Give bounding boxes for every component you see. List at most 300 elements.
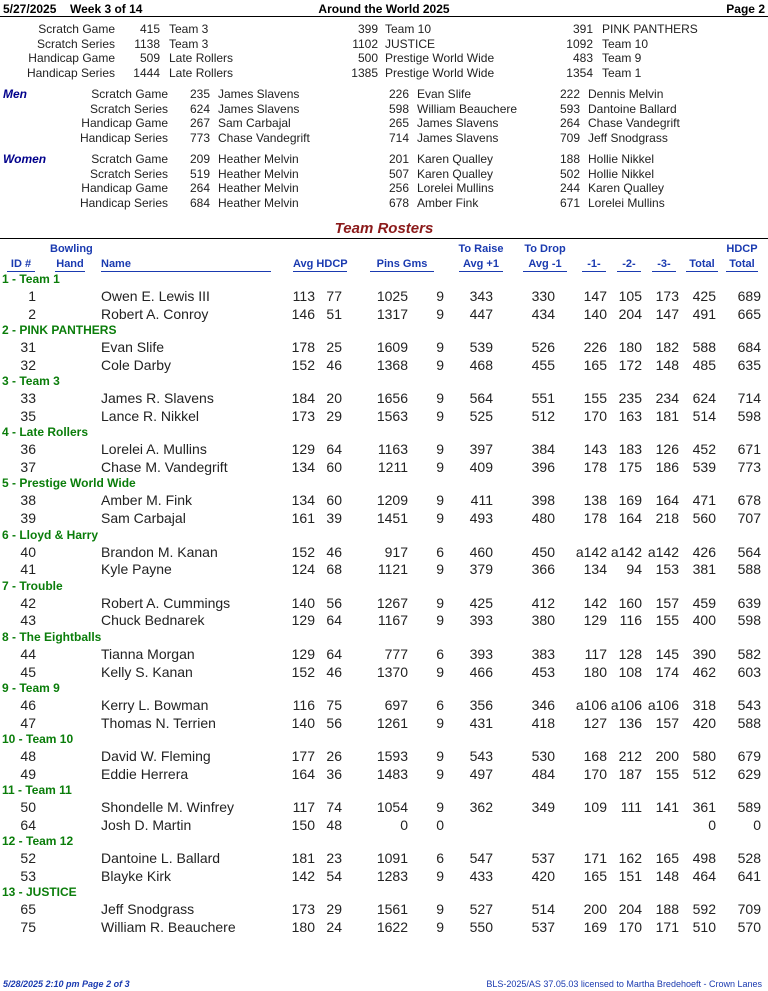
player-id: 36: [20, 441, 36, 458]
women-leader-second-name: Lorelei Mullins: [417, 181, 494, 196]
women-section-label: Women: [3, 152, 47, 166]
player-to-raise: 468: [469, 356, 493, 373]
player-to-drop: 453: [531, 663, 555, 680]
player-game2: 180: [618, 339, 642, 356]
player-to-drop: 396: [531, 459, 555, 476]
player-total: 514: [692, 408, 716, 424]
player-game3: 126: [655, 441, 679, 458]
player-pins: 1261: [376, 714, 408, 731]
player-average: 150: [291, 816, 315, 833]
player-name: Blayke Kirk: [101, 867, 172, 884]
player-handicap: 54: [326, 867, 342, 884]
men-leader-second-name: Evan Slife: [417, 87, 472, 101]
player-game1: 165: [583, 356, 607, 373]
player-average: 117: [292, 799, 315, 815]
player-game3: 153: [655, 561, 679, 578]
men-leader-third-name: Dennis Melvin: [588, 87, 664, 101]
player-hdcp-total: 684: [737, 339, 761, 356]
player-hdcp-total: 679: [737, 747, 761, 764]
player-game3: 186: [655, 459, 679, 476]
player-to-drop: 418: [531, 714, 555, 731]
player-game2: 187: [618, 765, 642, 782]
player-game3: 157: [655, 714, 679, 731]
player-game3: 155: [655, 765, 679, 782]
player-pins: 1163: [377, 441, 408, 458]
team-leader-first-name: Team 3: [169, 36, 209, 51]
player-to-drop: 480: [531, 510, 555, 527]
player-to-raise: 356: [469, 696, 493, 713]
player-game1: 170: [583, 765, 607, 782]
player-to-drop: 384: [531, 441, 555, 458]
player-total: 588: [692, 339, 716, 356]
team-leader-first-score: 415: [139, 22, 160, 36]
player-id: 49: [20, 765, 36, 782]
player-to-drop: 484: [531, 765, 555, 782]
player-id: 65: [20, 901, 36, 918]
player-handicap: 29: [326, 408, 342, 424]
player-pins: 1483: [376, 765, 408, 782]
player-handicap: 29: [326, 901, 342, 918]
player-games: 9: [436, 305, 444, 322]
player-pins: 1121: [377, 561, 408, 578]
player-to-raise: 447: [469, 305, 493, 322]
rosters-title: Team Rosters: [334, 220, 434, 237]
team-leader-category: Handicap Series: [26, 65, 115, 80]
player-id: 31: [20, 339, 36, 356]
player-game2: 94: [626, 561, 642, 578]
player-games: 9: [436, 288, 444, 304]
player-game1: 140: [583, 305, 607, 322]
player-id: 35: [20, 408, 36, 424]
player-name: Cole Darby: [101, 356, 172, 373]
player-handicap: 25: [326, 339, 342, 356]
col-game2: -2-: [617, 257, 641, 272]
women-leader-first-name: Heather Melvin: [218, 166, 299, 181]
player-game1: 200: [583, 901, 607, 918]
player-to-drop: 412: [531, 594, 555, 611]
men-leader-first-score: 773: [189, 130, 210, 145]
player-handicap: 48: [326, 816, 342, 833]
men-leader-first-name: James Slavens: [218, 87, 300, 101]
women-leader-second-name: Karen Qualley: [417, 166, 494, 181]
player-games: 9: [436, 901, 444, 918]
player-average: 134: [291, 459, 315, 476]
team-heading: 2 - PINK PANTHERS: [2, 323, 117, 338]
player-total: 390: [692, 645, 716, 662]
player-name: James R. Slavens: [101, 390, 214, 407]
player-handicap: 46: [326, 356, 342, 373]
player-total: 425: [692, 288, 716, 304]
player-hdcp-total: 598: [737, 612, 761, 629]
player-game1-absent: a142: [575, 543, 607, 560]
women-leader-category: Handicap Series: [79, 195, 168, 210]
player-game1: 168: [583, 747, 607, 764]
player-name: Sam Carbajal: [101, 510, 186, 527]
player-id: 42: [20, 594, 36, 611]
player-handicap: 20: [326, 390, 342, 407]
team-leader-category: Scratch Series: [36, 36, 115, 51]
player-average: 146: [291, 305, 315, 322]
player-to-drop: 514: [531, 901, 555, 918]
player-hdcp-total: 582: [737, 645, 761, 662]
men-section-label: Men: [3, 87, 27, 101]
player-hdcp-total: 564: [737, 543, 761, 560]
women-leader-first-name: Heather Melvin: [218, 195, 299, 210]
team-leader-third-score: 1092: [566, 36, 593, 51]
col-hdcp: HDCP: [726, 243, 758, 255]
player-hdcp-total: 543: [737, 696, 761, 713]
player-to-drop: 450: [531, 543, 555, 560]
player-hdcp-total: 665: [737, 305, 761, 322]
player-game2: 163: [618, 408, 642, 424]
player-game2: 136: [618, 714, 642, 731]
player-game3-absent: a142: [647, 543, 679, 560]
player-to-raise: 493: [469, 510, 493, 527]
player-game1: 117: [584, 645, 607, 662]
col-game1: -1-: [582, 257, 606, 272]
player-game3: 182: [655, 339, 679, 356]
team-heading: 4 - Late Rollers: [2, 425, 89, 440]
player-game1: 134: [583, 561, 607, 578]
player-average: 161: [291, 510, 315, 527]
col-hand: Hand: [56, 258, 84, 270]
player-games: 9: [436, 441, 444, 458]
player-game3: 173: [655, 288, 679, 304]
player-id: 1: [28, 288, 36, 304]
player-hdcp-total: 629: [737, 765, 761, 782]
women-leader-third-score: 188: [559, 152, 580, 166]
player-total: 318: [692, 696, 716, 713]
player-average: 140: [291, 714, 315, 731]
player-games: 9: [436, 356, 444, 373]
women-leader-first-score: 684: [189, 195, 210, 210]
player-game3: 157: [655, 594, 679, 611]
player-games: 6: [436, 850, 444, 867]
player-average: 184: [291, 390, 315, 407]
player-game3: 141: [655, 799, 679, 815]
player-pins: 1451: [376, 510, 408, 527]
men-leader-first-name: James Slavens: [218, 101, 300, 116]
player-to-drop: 398: [531, 492, 555, 509]
team-leader-second-name: JUSTICE: [385, 36, 436, 51]
women-leader-second-name: Karen Qualley: [417, 152, 494, 166]
women-leader-third-score: 671: [559, 195, 580, 210]
player-name: William R. Beauchere: [101, 919, 236, 935]
player-to-raise: 397: [469, 441, 493, 458]
player-to-raise: 564: [469, 390, 493, 407]
player-to-drop: 380: [531, 612, 555, 629]
player-total: 624: [692, 390, 716, 407]
team-leader-third-name: Team 10: [602, 36, 649, 51]
player-game2: 204: [618, 305, 642, 322]
player-game3: 181: [655, 408, 679, 424]
player-handicap: 77: [326, 288, 342, 304]
player-games: 9: [436, 919, 444, 935]
player-total: 485: [692, 356, 716, 373]
player-to-raise: 525: [469, 408, 493, 424]
player-id: 38: [20, 492, 36, 509]
player-to-raise: 393: [469, 645, 493, 662]
player-average: 129: [291, 612, 315, 629]
player-id: 48: [20, 747, 36, 764]
player-to-raise: 547: [469, 850, 493, 867]
men-leader-third-name: Chase Vandegrift: [588, 116, 680, 131]
player-pins: 1563: [376, 408, 408, 424]
women-leader-second-score: 201: [388, 152, 409, 166]
player-to-raise: 409: [469, 459, 493, 476]
player-total: 512: [692, 765, 716, 782]
col-bowling: Bowling: [50, 243, 93, 255]
player-total: 471: [692, 492, 716, 509]
men-leader-second-name: William Beauchere: [417, 101, 518, 116]
player-name: Kyle Payne: [101, 561, 172, 578]
player-hdcp-total: 678: [737, 492, 761, 509]
player-game1-absent: a106: [575, 696, 607, 713]
player-game2: 183: [618, 441, 642, 458]
men-leader-third-score: 709: [559, 130, 580, 145]
player-pins: 1317: [376, 305, 408, 322]
player-to-drop: 420: [531, 867, 555, 884]
player-name: Robert A. Cummings: [101, 594, 231, 611]
player-game2: 169: [618, 492, 642, 509]
player-name: Kelly S. Kanan: [101, 663, 193, 680]
player-game2: 116: [619, 612, 642, 629]
team-leader-second-score: 1385: [351, 65, 378, 80]
player-name: Brandon M. Kanan: [101, 543, 218, 560]
player-game3: 148: [655, 867, 679, 884]
player-game3: 200: [655, 747, 679, 764]
team-heading: 6 - Lloyd & Harry: [2, 527, 99, 542]
player-games: 9: [436, 799, 444, 815]
player-games: 9: [436, 408, 444, 424]
player-total: 452: [692, 441, 716, 458]
player-hdcp-total: 635: [737, 356, 761, 373]
player-to-drop: 537: [531, 850, 555, 867]
women-leader-third-name: Hollie Nikkel: [588, 152, 655, 166]
player-id: 52: [20, 850, 36, 867]
player-game1: 155: [583, 390, 607, 407]
player-game3: 218: [655, 510, 679, 527]
player-game3-absent: a106: [647, 696, 679, 713]
men-leader-first-score: 624: [189, 101, 210, 116]
player-average: 142: [291, 867, 315, 884]
player-game2: 105: [618, 288, 642, 304]
player-to-drop: 530: [531, 747, 555, 764]
men-leader-second-name: James Slavens: [417, 130, 499, 145]
week-label: Week 3 of 14: [70, 2, 143, 16]
player-id: 53: [20, 867, 36, 884]
men-leader-second-score: 714: [388, 130, 409, 145]
player-name: Dantoine L. Ballard: [101, 850, 221, 867]
player-pins: 697: [384, 696, 408, 713]
player-pins: 1211: [377, 459, 408, 476]
report-date: 5/27/2025: [3, 2, 57, 16]
player-id: 75: [20, 919, 36, 935]
player-total: 592: [692, 901, 716, 918]
player-average: 134: [291, 492, 315, 509]
player-id: 46: [20, 696, 36, 713]
player-handicap: 68: [326, 561, 342, 578]
player-name: Amber M. Fink: [101, 492, 193, 509]
women-leader-third-score: 244: [559, 181, 580, 196]
team-leader-category: Handicap Game: [28, 51, 115, 66]
player-total: 498: [692, 850, 716, 867]
women-leader-first-name: Heather Melvin: [218, 181, 299, 196]
player-average: 152: [291, 356, 315, 373]
player-pins: 1370: [376, 663, 408, 680]
player-handicap: 24: [326, 919, 342, 935]
player-game1: 138: [583, 492, 607, 509]
player-to-raise: 379: [469, 561, 493, 578]
player-id: 37: [20, 459, 36, 476]
player-to-raise: 362: [469, 799, 493, 815]
player-game3: 165: [655, 850, 679, 867]
player-id: 33: [20, 390, 36, 407]
player-game1: 109: [583, 799, 607, 815]
men-leader-category: Scratch Series: [89, 101, 168, 116]
player-game1: 127: [583, 714, 607, 731]
player-hdcp-total: 709: [737, 901, 761, 918]
page-label: Page 2: [726, 2, 765, 16]
player-total: 420: [692, 714, 716, 731]
player-game3: 155: [655, 612, 679, 629]
player-id: 64: [20, 816, 36, 833]
player-game2: 108: [618, 663, 642, 680]
women-leader-second-score: 678: [388, 195, 409, 210]
team-leader-second-name: Team 10: [385, 22, 432, 36]
col-name: Name: [101, 257, 271, 272]
player-name: Kerry L. Bowman: [101, 696, 209, 713]
team-leader-third-score: 483: [572, 51, 593, 66]
player-games: 6: [436, 645, 444, 662]
player-games: 9: [436, 459, 444, 476]
player-game2-absent: a106: [610, 696, 642, 713]
col-avg-plus: Avg +1: [459, 257, 503, 272]
player-hdcp-total: 714: [737, 390, 761, 407]
player-game2-absent: a142: [610, 543, 642, 560]
player-total: 580: [692, 747, 716, 764]
player-handicap: 51: [326, 305, 342, 322]
team-leader-third-score: 1354: [566, 65, 593, 80]
player-average: 181: [291, 850, 315, 867]
player-to-drop: 349: [531, 799, 555, 815]
player-game2: 175: [618, 459, 642, 476]
player-id: 43: [20, 612, 36, 629]
player-handicap: 23: [326, 850, 342, 867]
player-game1: 178: [583, 459, 607, 476]
player-to-drop: 434: [531, 305, 555, 322]
player-game1: 169: [583, 919, 607, 935]
player-game1: 165: [583, 867, 607, 884]
women-leader-second-score: 256: [388, 181, 409, 196]
player-pins: 777: [384, 645, 408, 662]
col-pins-gms: Pins Gms: [370, 257, 434, 272]
men-leader-first-name: Chase Vandegrift: [218, 130, 310, 145]
player-total: 560: [692, 510, 716, 527]
player-game1: 226: [583, 339, 607, 356]
footer-timestamp: 5/28/2025 2:10 pm Page 2 of 3: [3, 979, 130, 989]
player-hdcp-total: 689: [737, 288, 761, 304]
player-to-raise: 431: [469, 714, 493, 731]
player-handicap: 56: [326, 594, 342, 611]
header-rule: [0, 16, 768, 17]
men-leader-third-name: Dantoine Ballard: [588, 101, 677, 116]
player-to-raise: 460: [469, 543, 493, 560]
team-leader-second-score: 1102: [352, 36, 378, 51]
player-name: Chase M. Vandegrift: [101, 459, 228, 476]
player-to-raise: 527: [469, 901, 493, 918]
player-pins: 1622: [376, 919, 408, 935]
player-game1: 180: [583, 663, 607, 680]
player-games: 9: [436, 612, 444, 629]
player-handicap: 60: [326, 459, 342, 476]
player-to-drop: 537: [531, 919, 555, 935]
player-id: 44: [20, 645, 36, 662]
player-total: 491: [692, 305, 716, 322]
player-to-raise: 393: [469, 612, 493, 629]
team-heading: 3 - Team 3: [2, 374, 60, 389]
women-leader-third-name: Karen Qualley: [588, 181, 665, 196]
player-game1: 143: [583, 441, 607, 458]
men-leader-third-score: 222: [559, 87, 580, 101]
player-hdcp-total: 603: [737, 663, 761, 680]
men-leader-category: Handicap Game: [81, 116, 168, 131]
women-leader-first-name: Heather Melvin: [218, 152, 299, 166]
player-to-raise: 411: [470, 492, 493, 509]
player-games: 9: [436, 561, 444, 578]
player-handicap: 46: [326, 663, 342, 680]
men-leader-second-score: 265: [388, 116, 409, 131]
player-game2: 128: [618, 645, 642, 662]
player-average: 164: [291, 765, 315, 782]
player-handicap: 26: [326, 747, 342, 764]
player-game2: 164: [618, 510, 642, 527]
col-hdcp-total: Total: [726, 257, 758, 272]
team-heading: 1 - Team 1: [2, 272, 60, 286]
player-id: 40: [20, 543, 36, 560]
player-average: 129: [291, 441, 315, 458]
team-leader-first-name: Team 3: [169, 22, 209, 36]
player-total: 381: [692, 561, 716, 578]
women-leader-third-score: 502: [559, 166, 580, 181]
player-total: 510: [692, 919, 716, 935]
team-leader-third-name: Team 1: [602, 65, 642, 80]
player-name: Shondelle M. Winfrey: [101, 799, 235, 815]
women-leader-first-score: 519: [189, 166, 210, 181]
player-games: 9: [436, 867, 444, 884]
player-name: Josh D. Martin: [101, 816, 192, 833]
player-id: 50: [20, 799, 36, 815]
team-heading: 11 - Team 11: [2, 783, 72, 797]
player-name: Robert A. Conroy: [101, 305, 209, 322]
player-pins: 1368: [376, 356, 408, 373]
player-game3: 145: [655, 645, 679, 662]
col-to-drop: To Drop: [524, 243, 566, 255]
col-game3: -3-: [652, 257, 676, 272]
player-to-raise: 539: [469, 339, 493, 356]
player-to-drop: 366: [531, 561, 555, 578]
player-to-raise: 343: [469, 288, 493, 304]
player-name: Evan Slife: [101, 339, 165, 356]
player-name: Lorelei A. Mullins: [101, 441, 207, 458]
player-name: Thomas N. Terrien: [101, 714, 216, 731]
men-leader-first-score: 267: [189, 116, 210, 131]
men-leader-third-name: Jeff Snodgrass: [588, 130, 668, 145]
player-game1: 142: [583, 594, 607, 611]
player-average: 124: [291, 561, 315, 578]
player-games: 6: [436, 696, 444, 713]
women-leader-first-score: 264: [189, 181, 210, 196]
